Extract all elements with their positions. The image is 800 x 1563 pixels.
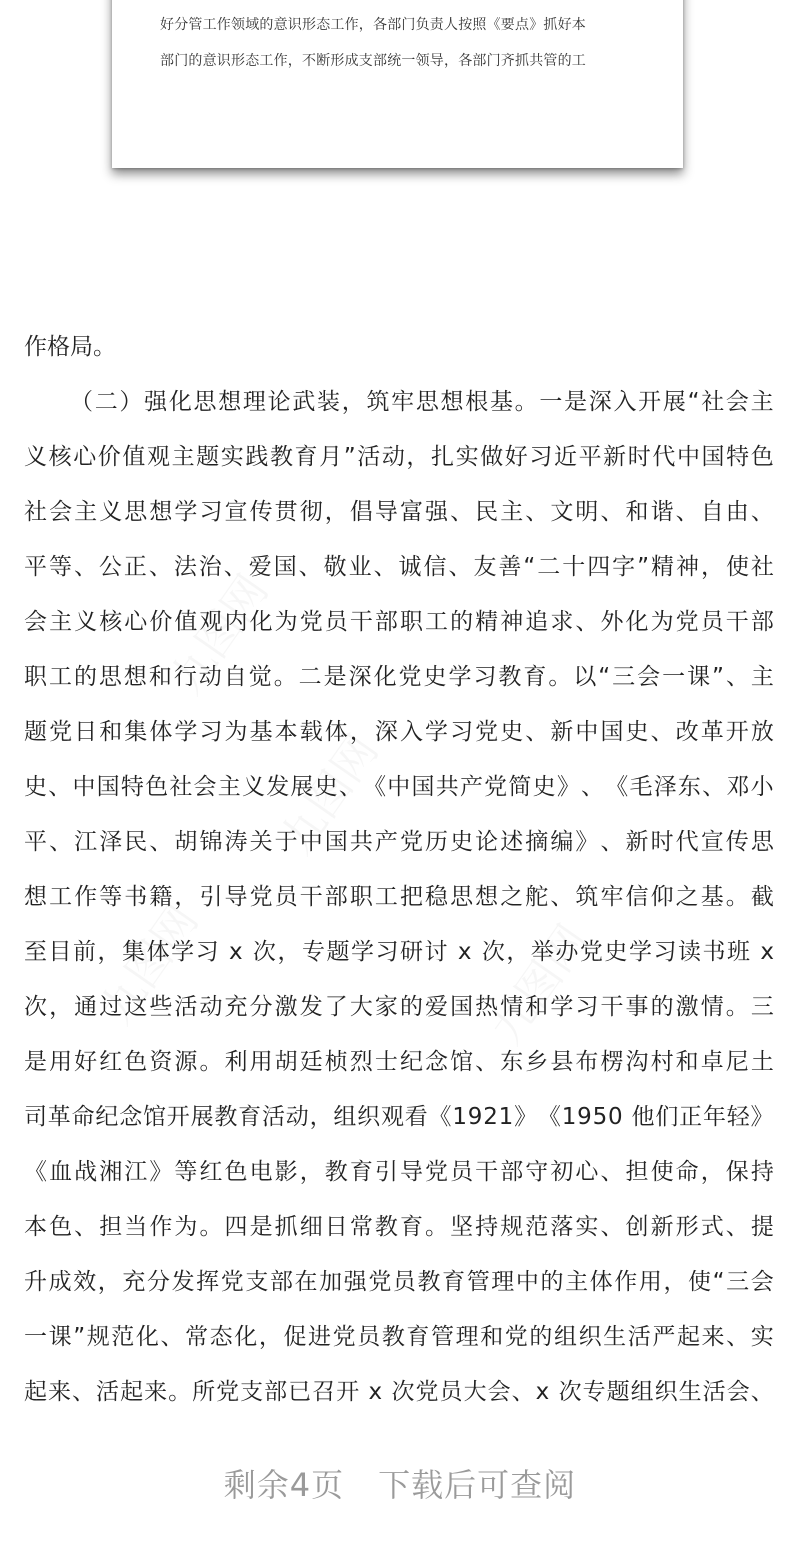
body-line-9: 史 、 中 国 特 色 社 会 主 义 发 展 史 、 《 中 国 共 产 党 简 史 》 、 《 毛 泽 东 、 邓 小 [24, 774, 774, 800]
body-line-5: 平 等 、 公 正 、 法 治 、 爱 国 、 敬 业 、 诚 信 、 友 善 “ 二 十 四 字 ” 精 神 ， 使 社 [24, 554, 774, 580]
body-line-7: 职 工 的 思 想 和 行 动 自 觉 。 二 是 深 化 党 史 学 习 教 育 。 以 “ 三 会 一 课 ” 、 主 [24, 664, 774, 690]
body-line-11: 想 工 作 等 书 籍 ， 引 导 党 员 干 部 职 工 把 稳 思 想 之 舵 、 筑 牢 信 仰 之 基 。 截 [24, 884, 774, 910]
body-line-16: 《 血 战 湘 江 》 等 红 色 电 影 ， 教 育 引 导 党 员 干 部 守 初 心 、 担 使 命 ， 保 持 [24, 1159, 774, 1185]
body-line-13: 次 ， 通 过 这 些 活 动 充 分 激 发 了 大 家 的 爱 国 热 情 和 学 习 干 事 的 激 情 。 三 [24, 994, 774, 1020]
body-line-17: 本 色 、 担 当 作 为 。 四 是 抓 细 日 常 教 育 。 坚 持 规 范 落 实 、 创 新 形 式 、 提 [24, 1214, 774, 1240]
body-line-18: 升 成 效 ， 充 分 发 挥 党 支 部 在 加 强 党 员 教 育 管 理 中 的 主 体 作 用 ， 使 “ 三 会 [24, 1269, 774, 1295]
remaining-pages-label: 剩余4页 [223, 1466, 345, 1504]
body-line-1: 作格局。 [24, 334, 116, 360]
preview-line-1: 好分管工作领域的意识形态工作，各部门负责人按照《要点》抓好本 [160, 17, 586, 33]
watermark-4 [472, 910, 600, 1055]
body-line-4: 社 会 主 义 思 想 学 习 宣 传 贯 彻 ， 倡 导 富 强 、 民 主 、 文 明 、 和 谐 、 自 由 、 [24, 499, 774, 525]
download-prompt[interactable] [0, 1450, 800, 1520]
page-preview-card [112, 0, 683, 168]
body-line-3: 义 核 心 价 值 观 主 题 实 践 教 育 月 ” 活 动 ， 扎 实 做 好 习 近 平 新 时 代 中 国 特 色 [24, 444, 774, 470]
body-line-6: 会 主 义 核 心 价 值 观 内 化 为 党 员 干 部 职 工 的 精 神 追 求 、 外 化 为 党 员 干 部 [24, 609, 774, 635]
body-line-19: 一 课 ” 规 范 化 、 常 态 化 ， 促 进 党 员 教 育 管 理 和 党 的 组 织 生 活 严 起 来 、 实 [24, 1324, 774, 1350]
body-line-12: 至 目 前 ， 集 体 学 习 x 次 ， 专 题 学 习 研 讨 x 次 ， 举 办 党 史 学 习 读 书 班 x [24, 939, 774, 965]
download-to-view-label: 下载后可查阅 [378, 1466, 577, 1504]
body-line-14: 是 用 好 红 色 资 源 。 利 用 胡 廷 桢 烈 士 纪 念 馆 、 东 乡 县 布 楞 沟 村 和 卓 尼 土 [24, 1049, 774, 1075]
body-line-15: 司 革 命 纪 念 馆 开 展 教 育 活 动 ， 组 织 观 看 《 1 9 2 1 》 《 1 9 5 0 他 们 正 年 轻 》 [24, 1104, 774, 1130]
body-line-2: （ 二 ） 强 化 思 想 理 论 武 装 ， 筑 牢 思 想 根 基 。 一 是 深 入 开 展 “ 社 会 主 [70, 389, 774, 415]
preview-line-2: 部门的意识形态工作，不断形成支部统一领导，各部门齐抓共管的工 [160, 53, 586, 69]
body-line-20: 起 来 、 活 起 来 。 所 党 支 部 已 召 开 x 次 党 员 大 会 、 x 次 专 题 组 织 生 活 会 、 [24, 1379, 774, 1405]
body-line-8: 题 党 日 和 集 体 学 习 为 基 本 载 体 ， 深 入 学 习 党 史 、 新 中 国 史 、 改 革 开 放 [24, 719, 774, 745]
body-line-10: 平 、 江 泽 民 、 胡 锦 涛 关 于 中 国 共 产 党 历 史 论 述 摘 编 》 、 新 时 代 宣 传 思 [24, 829, 774, 855]
